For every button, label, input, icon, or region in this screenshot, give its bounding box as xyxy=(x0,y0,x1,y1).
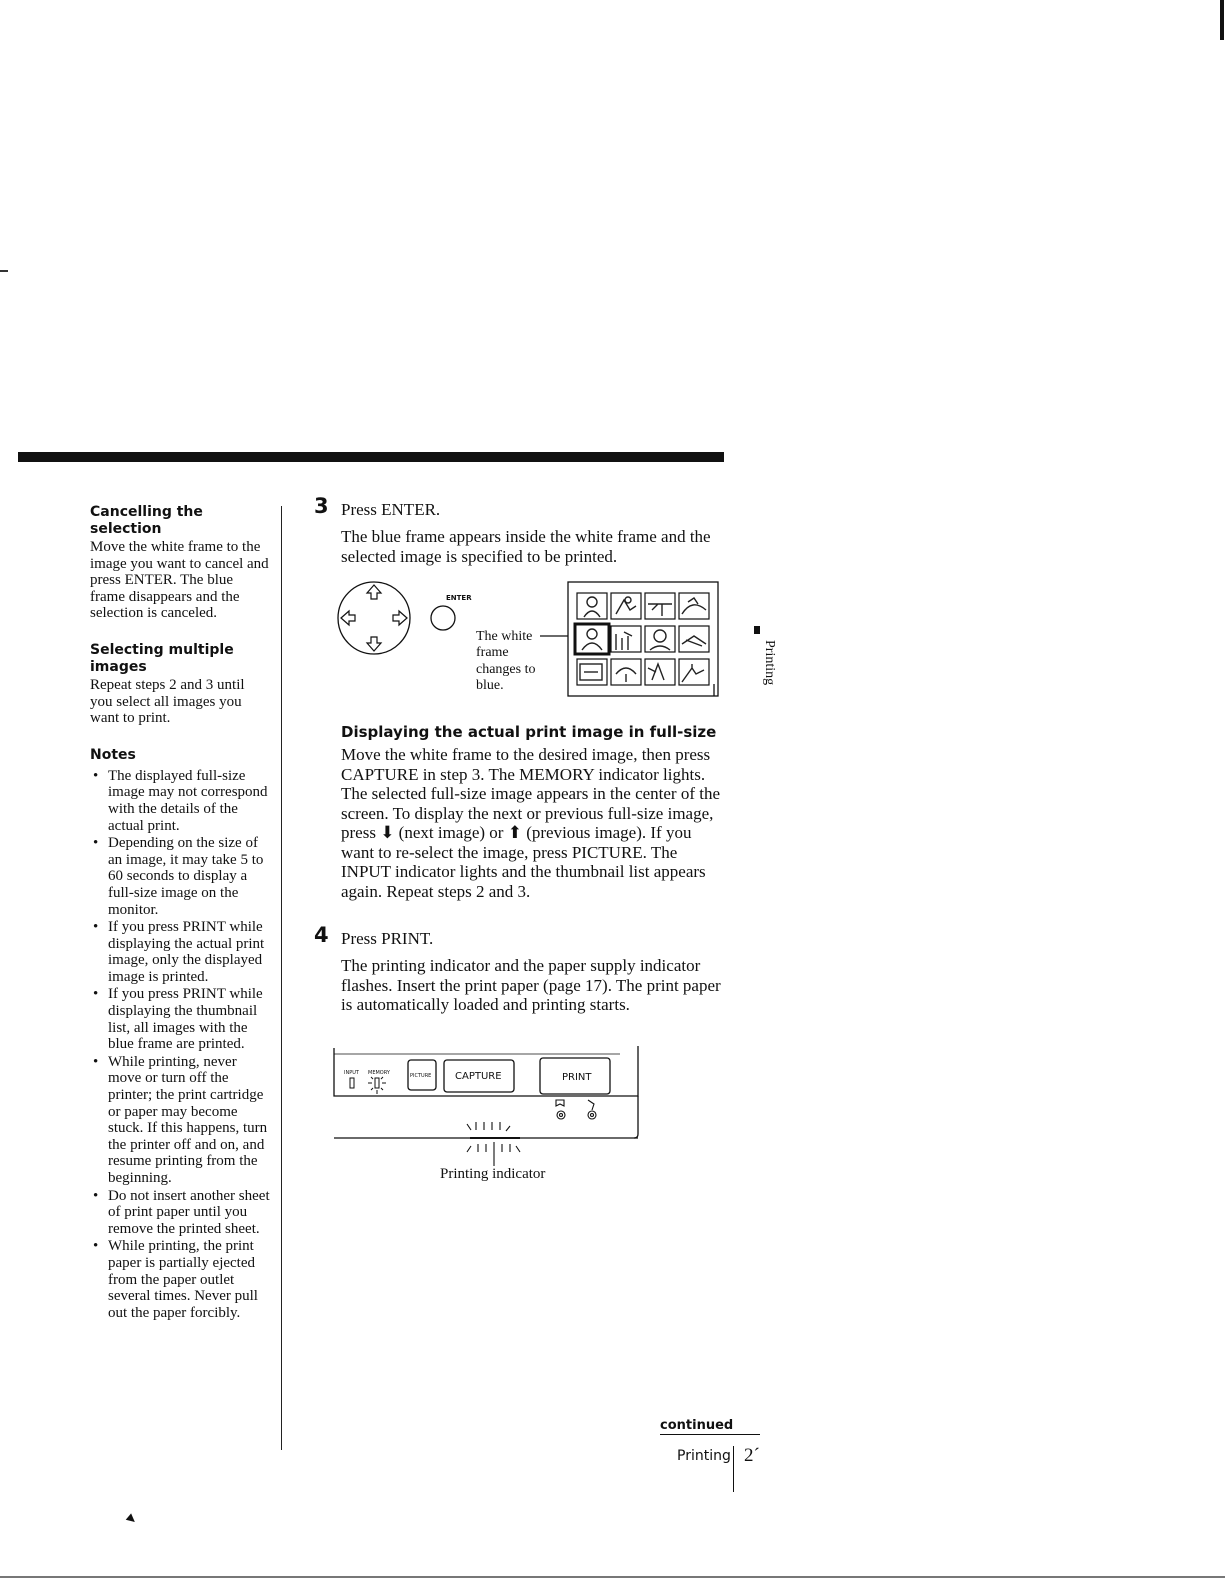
page-edge-mark xyxy=(1220,0,1224,40)
column-divider xyxy=(281,506,282,1450)
footer-divider xyxy=(733,1446,734,1492)
margin-tick xyxy=(0,270,8,272)
page-bottom-rule xyxy=(0,1576,1225,1578)
enter-button-icon xyxy=(431,606,455,630)
continued-rule xyxy=(660,1434,760,1435)
capture-label: CAPTURE xyxy=(455,1071,502,1082)
full-size-body: Move the white frame to the desired image, then press CAPTURE in step 3. The MEMORY indicator lights. The selected full-size image appears in the center of the screen. To display the next or previous full-size image, press ⬇ (next image) or ⬆ (previous image). If you want to re-select the image, press PICTURE. The INPUT indicator lights and the thumbnail list appears again. Repeat steps 2 and 3. xyxy=(341,745,721,901)
memory-indicator-icon xyxy=(368,1077,386,1094)
memory-label: MEMORY xyxy=(368,1070,390,1076)
thumb-tab-text: Printing xyxy=(762,640,777,686)
paper-indicator-icons xyxy=(556,1100,596,1119)
stray-mark: ► xyxy=(121,1509,142,1530)
note-item: • The displayed full-size image may not correspond with the details of the actual print. xyxy=(90,768,270,834)
cancel-heading: Cancelling the selection xyxy=(90,504,203,537)
picture-label: PICTURE xyxy=(410,1073,432,1079)
step-3-title: Press ENTER. xyxy=(341,500,441,519)
step-4-number: 4 xyxy=(314,923,329,947)
control-pad-icon xyxy=(338,582,410,654)
step-4-title: Press PRINT. xyxy=(341,929,434,948)
note-item: • Do not insert another sheet of print paper until you remove the printed sheet. xyxy=(90,1188,270,1238)
step-4-body: The printing indicator and the paper supply indicator flashes. Insert the print paper (page 17). The print paper is automatically loaded and printing starts. xyxy=(341,956,721,1014)
enter-label: ENTER xyxy=(446,594,472,602)
footer-section-name: Printing xyxy=(677,1448,731,1464)
print-label: PRINT xyxy=(562,1072,592,1083)
white-frame-callout: The white frame changes to blue. xyxy=(476,629,536,693)
section-thumb-tab xyxy=(742,624,777,724)
notes-list xyxy=(90,768,270,1322)
printer-panel-figure xyxy=(330,1044,650,1190)
input-indicator-icon xyxy=(350,1078,354,1088)
note-item: • While printing, the print paper is partially ejected from the paper outlet several times. Never pull out the paper forcibly. xyxy=(90,1238,270,1321)
thumbnail-selection-figure xyxy=(336,578,726,702)
notes-heading: Notes xyxy=(90,746,136,763)
note-item: • If you press PRINT while displaying the actual print image, only the displayed image is printed. xyxy=(90,919,270,985)
multiple-heading: Selecting multiple images xyxy=(90,641,234,675)
page-number: 2´ xyxy=(744,1445,760,1466)
sidebar-column xyxy=(90,504,270,1322)
section-header-bar xyxy=(18,452,724,462)
printing-indicator-icon xyxy=(467,1122,520,1166)
note-item: • If you press PRINT while displaying the thumbnail list, all images with the blue frame are printed. xyxy=(90,986,270,1052)
cancel-body: Move the white frame to the image you want to cancel and press ENTER. The blue frame disappears and the selection is canceled. xyxy=(90,539,269,622)
continued-label: continued xyxy=(660,1418,734,1433)
printing-indicator-caption: Printing indicator xyxy=(440,1166,546,1182)
step-3-body: The blue frame appears inside the white frame and the selected image is specified to be printed. xyxy=(341,527,711,566)
note-item: • While printing, never move or turn off the printer; the print cartridge or paper may become stuck. If this happens, turn the printer off and on, and resume printing from the beginning. xyxy=(90,1054,270,1187)
step-3-number: 3 xyxy=(314,494,329,518)
thumbnail-images xyxy=(580,597,706,682)
multiple-body: Repeat steps 2 and 3 until you select all images you want to print. xyxy=(90,676,245,727)
note-item: • Depending on the size of an image, it may take 5 to 60 seconds to display a full-size image on the monitor. xyxy=(90,835,270,918)
input-label: INPUT xyxy=(344,1070,359,1076)
full-size-heading: Displaying the actual print image in full-size xyxy=(341,723,717,741)
